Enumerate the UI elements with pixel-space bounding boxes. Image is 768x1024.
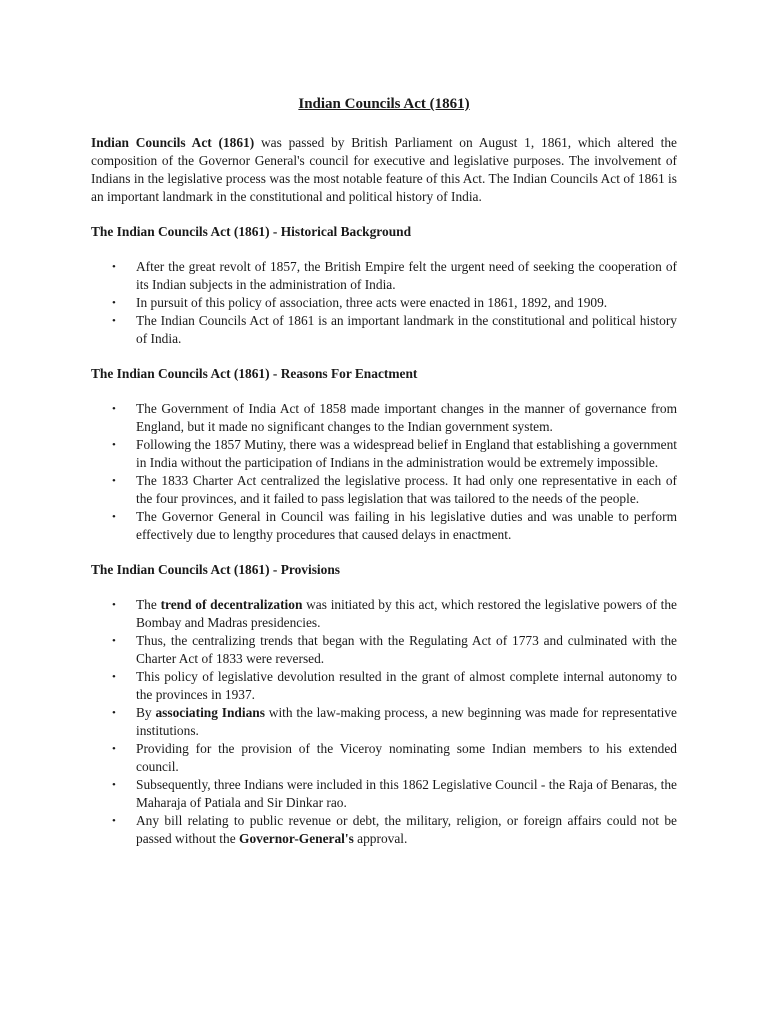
document-title: Indian Councils Act (1861) xyxy=(298,96,470,112)
list-item xyxy=(91,294,677,312)
intro-lead: Indian Councils Act (1861) xyxy=(91,135,255,150)
section-heading: The Indian Councils Act (1861) - Reasons For Enactment xyxy=(91,366,418,381)
emphasis-text: Governor-General's xyxy=(239,831,354,846)
bullet-list xyxy=(91,400,677,544)
document-body xyxy=(91,94,677,848)
bullet-icon: • xyxy=(112,599,116,611)
item-text: The Government of India Act of 1858 made important changes in the manner of governance from England, but it made no significant changes to the Indian government system. xyxy=(136,401,677,434)
bullet-list xyxy=(91,258,677,348)
list-item xyxy=(91,400,677,436)
list-item xyxy=(91,776,677,812)
bullet-icon: • xyxy=(112,635,116,647)
list-item xyxy=(91,596,677,632)
item-text: Subsequently, three Indians were included in this 1862 Legislative Council - the Raja of Benaras, the Maharaja of Patiala and Sir Dinkar rao. xyxy=(136,777,677,810)
intro-paragraph xyxy=(91,134,677,206)
item-text: Any bill relating to public revenue or debt, the military, religion, or foreign affairs could not be passed without the xyxy=(136,813,677,846)
item-text: with the law-making process, a new beginning was made for representative institutions. xyxy=(136,705,677,738)
bullet-icon: • xyxy=(112,439,116,451)
bullet-icon: • xyxy=(112,671,116,683)
item-text: approval. xyxy=(353,831,408,846)
section-heading: The Indian Councils Act (1861) - Historical Background xyxy=(91,224,412,239)
item-text: The Governor General in Council was failing in his legislative duties and was unable to perform effectively due to lengthy procedures that caused delays in enactment. xyxy=(136,509,677,542)
bullet-icon: • xyxy=(112,779,116,791)
bullet-icon: • xyxy=(112,475,116,487)
item-text: By xyxy=(136,705,156,720)
bullet-icon: • xyxy=(112,815,116,827)
bullet-icon: • xyxy=(112,743,116,755)
bullet-icon: • xyxy=(112,261,116,273)
item-text: The xyxy=(136,597,161,612)
list-item xyxy=(91,668,677,704)
list-item xyxy=(91,508,677,544)
emphasis-text: associating Indians xyxy=(155,705,265,720)
list-item xyxy=(91,740,677,776)
item-text: The Indian Councils Act of 1861 is an important landmark in the constitutional and political history of India. xyxy=(136,313,677,346)
bullet-icon: • xyxy=(112,511,116,523)
list-item xyxy=(91,436,677,472)
item-text: In pursuit of this policy of association, three acts were enacted in 1861, 1892, and 1909. xyxy=(136,295,608,310)
item-text: The 1833 Charter Act centralized the legislative process. It had only one representative in each of the four provinces, and it failed to pass legislation that was tailored to the needs of the people. xyxy=(136,473,677,506)
emphasis-text: trend of decentralization xyxy=(160,597,303,612)
section-heading: The Indian Councils Act (1861) - Provisions xyxy=(91,562,341,577)
item-text: Thus, the centralizing trends that began with the Regulating Act of 1773 and culminated with the Charter Act of 1833 were reversed. xyxy=(136,633,677,666)
bullet-icon: • xyxy=(112,707,116,719)
list-item xyxy=(91,704,677,740)
item-text: Following the 1857 Mutiny, there was a widespread belief in England that establishing a government in India without the participation of Indians in the administration would be extremely impossible. xyxy=(136,437,677,470)
intro-text: was passed by British Parliament on August 1, 1861, which altered the composition of the Governor General's council for executive and legislative purposes. The involvement of Indians in the legislative process was the most notable feature of this Act. The Indian Councils Act of 1861 is an important landmark in the constitutional and political history of India. xyxy=(91,135,677,204)
list-item xyxy=(91,312,677,348)
list-item xyxy=(91,472,677,508)
list-item xyxy=(91,812,677,848)
list-item xyxy=(91,632,677,668)
item-text: After the great revolt of 1857, the British Empire felt the urgent need of seeking the cooperation of its Indian subjects in the administration of India. xyxy=(136,259,677,292)
bullet-icon: • xyxy=(112,403,116,415)
bullet-icon: • xyxy=(112,297,116,309)
item-text: Providing for the provision of the Viceroy nominating some Indian members to his extended council. xyxy=(136,741,677,774)
bullet-list xyxy=(91,596,677,848)
item-text: was initiated by this act, which restored the legislative powers of the Bombay and Madras presidencies. xyxy=(136,597,677,630)
sections-container xyxy=(91,223,677,848)
list-item xyxy=(91,258,677,294)
item-text: This policy of legislative devolution resulted in the grant of almost complete internal autonomy to the provinces in 1937. xyxy=(136,669,677,702)
bullet-icon: • xyxy=(112,315,116,327)
